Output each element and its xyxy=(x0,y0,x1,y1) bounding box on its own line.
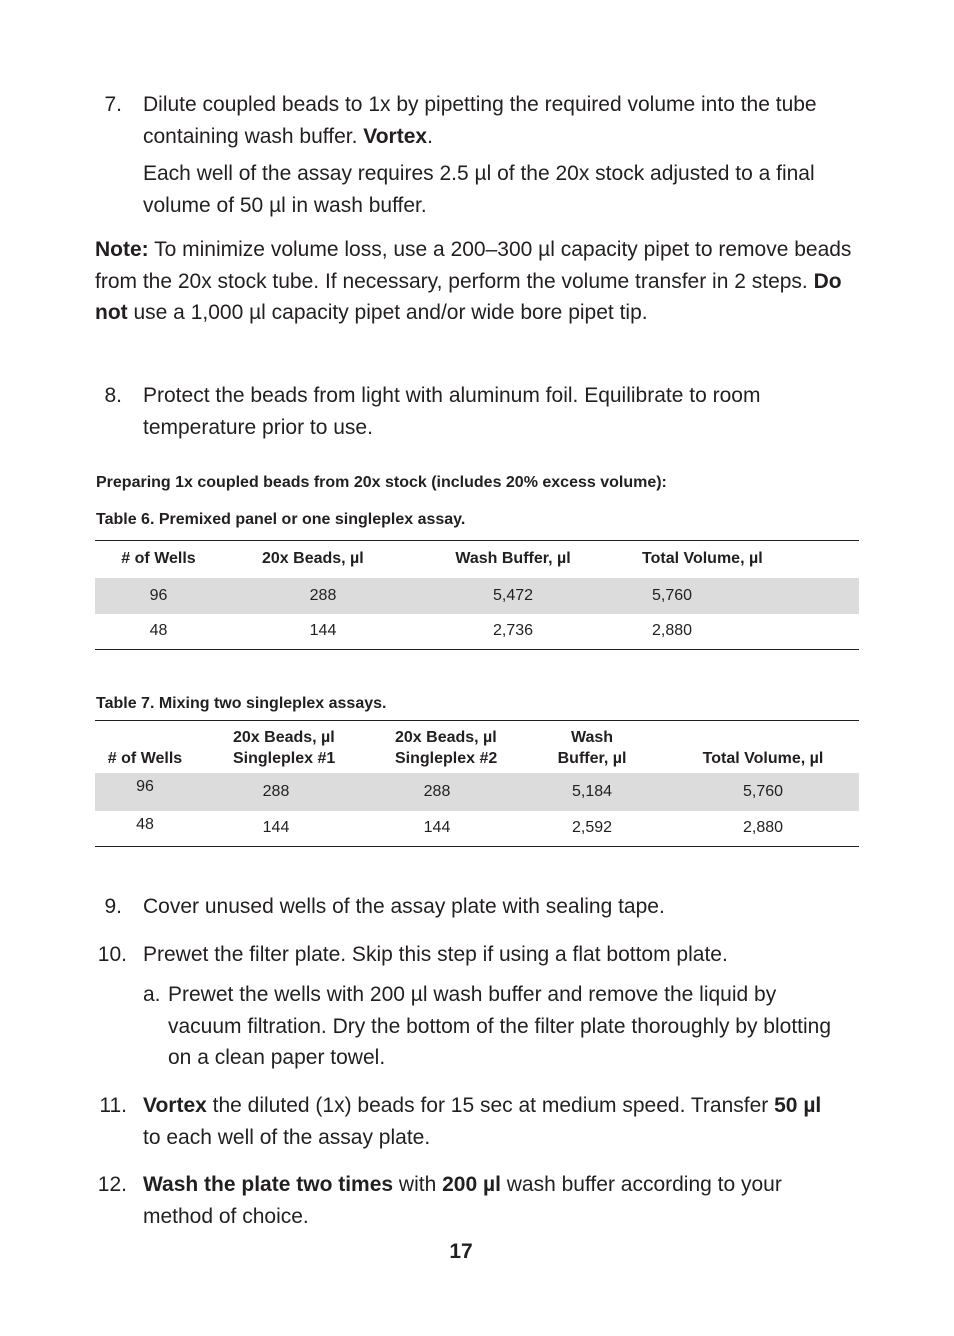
step-text: Cover unused wells of the assay plate with sealing tape. xyxy=(143,895,665,918)
table-cell: 96 xyxy=(95,578,222,614)
step-text: Prewet the filter plate. Skip this step if using a flat bottom plate. xyxy=(143,943,728,966)
substep-label: a. xyxy=(143,983,161,1006)
table-cell: 144 xyxy=(357,811,517,847)
table-cell: 2,880 xyxy=(667,811,859,847)
table-cell: 2,736 xyxy=(424,614,602,650)
column-header: 20x Beads, µl Singleplex #2 xyxy=(357,721,517,773)
table-cell: 288 xyxy=(357,773,517,811)
column-header: # of Wells xyxy=(95,541,222,578)
column-header: Total Volume, µl xyxy=(602,541,859,578)
table-cell: 5,184 xyxy=(517,773,667,811)
column-header: Wash Buffer, µl xyxy=(517,721,667,773)
table-cell: 2,880 xyxy=(602,614,859,650)
column-header: Total Volume, µl xyxy=(667,721,859,773)
table-header-row xyxy=(95,721,859,773)
table-cell: 288 xyxy=(222,578,424,614)
table-cell: 5,760 xyxy=(602,578,859,614)
column-header: Wash Buffer, µl xyxy=(424,541,602,578)
column-header: # of Wells xyxy=(95,721,195,773)
table-cell: 2,592 xyxy=(517,811,667,847)
step-number: 7. xyxy=(104,93,122,116)
step-number: 11. xyxy=(99,1094,127,1117)
step-text: Wash the plate two times with 200 µl wash buffer according to your method of choice. xyxy=(143,1173,782,1228)
step-detail: Each well of the assay requires 2.5 µl of the 20x stock adjusted to a final volume of 50 µl in wash buffer. xyxy=(143,162,815,217)
substep-text: Prewet the wells with 200 µl wash buffer and remove the liquid by vacuum filtration. Dry the bottom of the filter plate thoroughly by blotting on a clean paper towel. xyxy=(168,983,832,1069)
step-text: Dilute coupled beads to 1x by pipetting the required volume into the tube containing wash buffer. Vortex. xyxy=(143,93,817,148)
step-number: 9. xyxy=(104,895,122,918)
table-cell: 48 xyxy=(95,614,222,650)
table-cell: 5,760 xyxy=(667,773,859,811)
note-paragraph: Note: To minimize volume loss, use a 200–300 µl capacity pipet to remove beads from the 20x stock tube. If necessary, perform the volume transfer in 2 steps. Do not use a 1,000 µl capacity pipet and/or wide bore pipet tip. xyxy=(95,238,852,324)
table-header-row xyxy=(95,541,859,578)
note-label: Note: xyxy=(95,238,149,261)
table-7-caption: Table 7. Mixing two singleplex assays. xyxy=(96,695,387,712)
table-6-caption: Table 6. Premixed panel or one singleplex assay. xyxy=(96,511,466,528)
table-row xyxy=(95,578,859,614)
column-header: 20x Beads, µl xyxy=(222,541,424,578)
table-row xyxy=(95,614,859,650)
step-text: Protect the beads from light with aluminum foil. Equilibrate to room temperature prior to use. xyxy=(143,384,761,439)
table-cell: 144 xyxy=(222,614,424,650)
column-header: 20x Beads, µl Singleplex #1 xyxy=(195,721,357,773)
table-row xyxy=(95,773,859,811)
page-number: 17 xyxy=(449,1240,473,1263)
table-cell: 5,472 xyxy=(424,578,602,614)
table-cell: 96 xyxy=(95,773,195,811)
table-6 xyxy=(95,540,859,650)
step-text: Vortex the diluted (1x) beads for 15 sec at medium speed. Transfer 50 µl to each well of the assay plate. xyxy=(143,1094,822,1149)
step-number: 12. xyxy=(97,1173,127,1196)
step-number: 8. xyxy=(104,384,122,407)
step-number: 10. xyxy=(97,943,127,966)
table-7 xyxy=(95,720,859,847)
table-cell: 144 xyxy=(195,811,357,847)
table-cell: 48 xyxy=(95,811,195,847)
table-row xyxy=(95,811,859,847)
prep-heading: Preparing 1x coupled beads from 20x stock (includes 20% excess volume): xyxy=(96,474,667,491)
table-cell: 288 xyxy=(195,773,357,811)
